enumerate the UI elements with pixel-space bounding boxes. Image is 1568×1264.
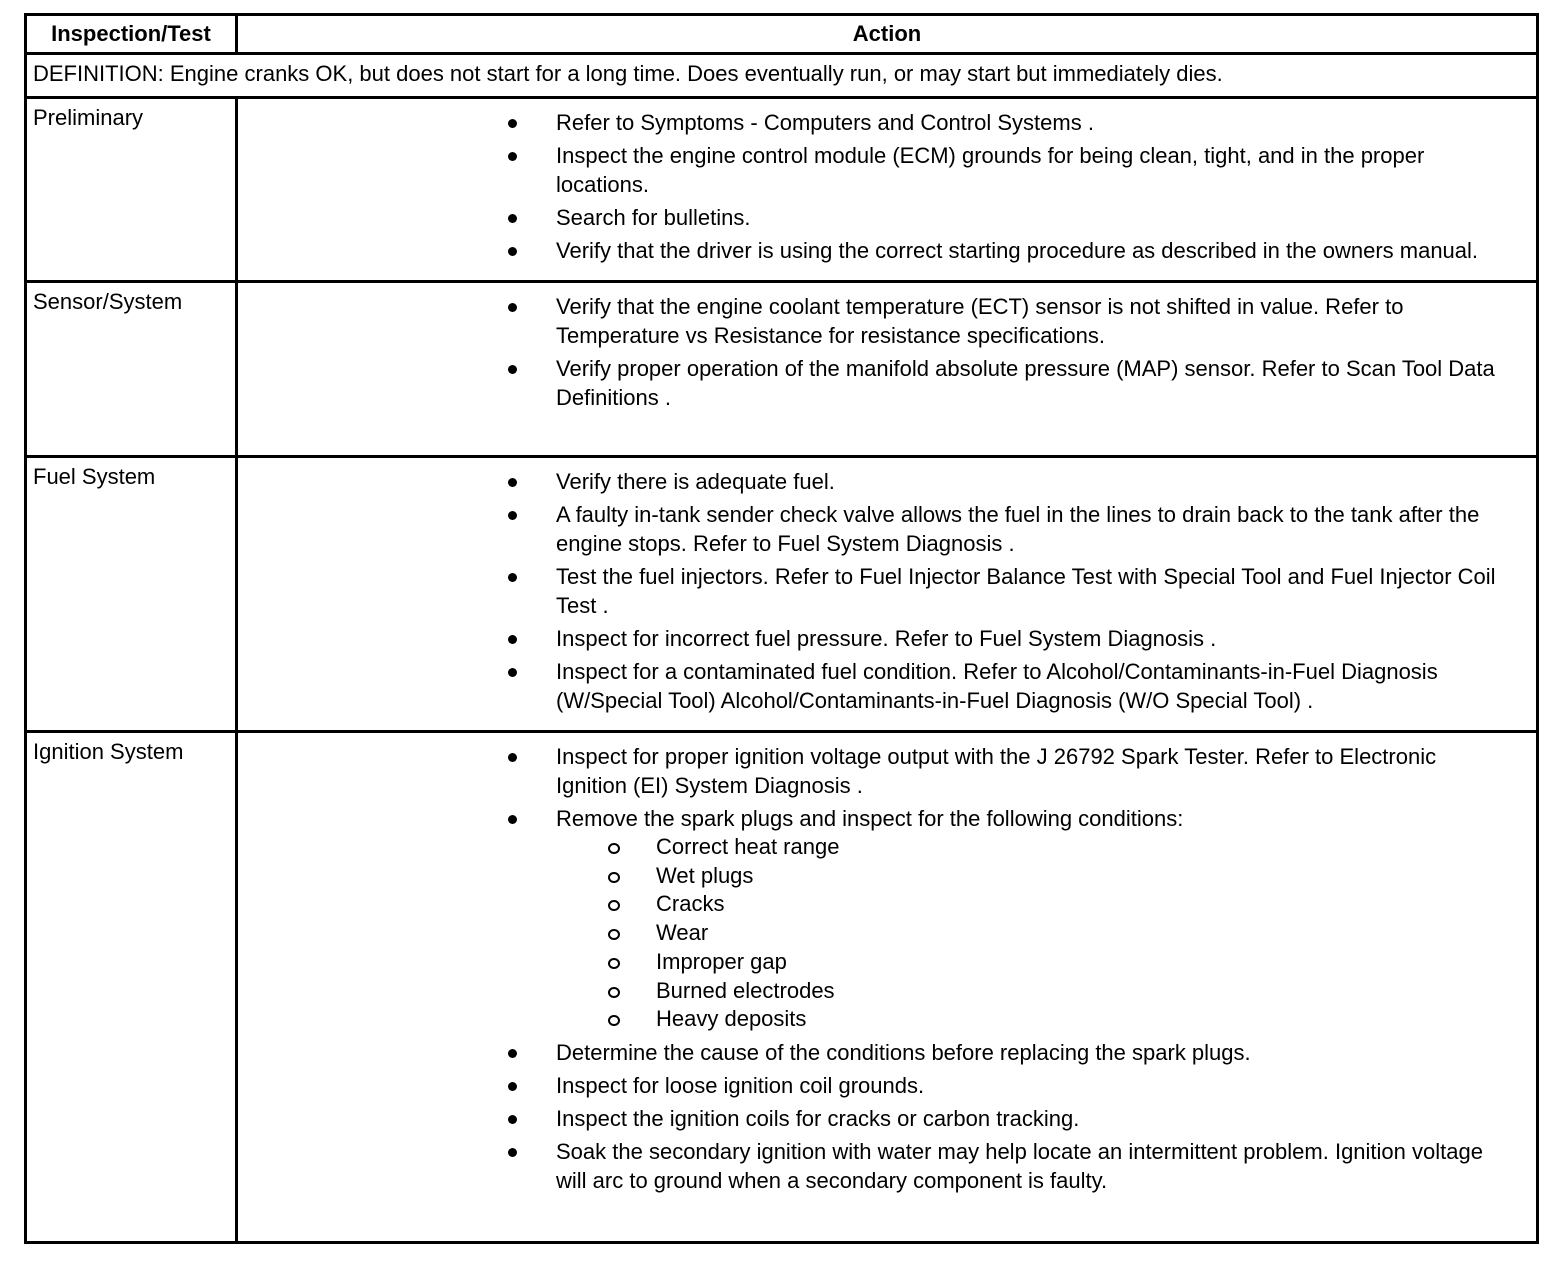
table-row <box>26 457 1538 732</box>
sub-list-item: Wear <box>238 919 1506 948</box>
list-item: Inspect for a contaminated fuel condition. Refer to Alcohol/Contaminants-in-Fuel Diagnosis (W/Special Tool) Alcohol/Contaminants-in-Fuel Diagnosis (W/O Special Tool) . <box>238 657 1506 715</box>
header-action: Action <box>237 15 1538 54</box>
action-cell <box>237 732 1538 1243</box>
table-row <box>26 732 1538 1243</box>
list-item: Inspect for loose ignition coil grounds. <box>238 1071 1506 1100</box>
list-item: Inspect for proper ignition voltage output with the J 26792 Spark Tester. Refer to Electronic Ignition (EI) System Diagnosis . <box>238 742 1506 800</box>
list-item: Verify there is adequate fuel. <box>238 467 1506 496</box>
row-label: Ignition System <box>26 732 237 1243</box>
list-item: A faulty in-tank sender check valve allows the fuel in the lines to drain back to the tank after the engine stops. Refer to Fuel System Diagnosis . <box>238 500 1506 558</box>
table-row <box>26 98 1538 282</box>
list-item: Test the fuel injectors. Refer to Fuel Injector Balance Test with Special Tool and Fuel Injector Coil Test . <box>238 562 1506 620</box>
sub-list-item: Cracks <box>238 890 1506 919</box>
list-item: Verify proper operation of the manifold absolute pressure (MAP) sensor. Refer to Scan Tool Data Definitions . <box>238 354 1506 412</box>
list-item: Refer to Symptoms - Computers and Control Systems . <box>238 108 1506 137</box>
row-label: Preliminary <box>26 98 237 282</box>
list-item: Inspect the ignition coils for cracks or carbon tracking. <box>238 1104 1506 1133</box>
sub-list-item: Heavy deposits <box>238 1005 1506 1034</box>
action-cell <box>237 98 1538 282</box>
definition-text: DEFINITION: Engine cranks OK, but does not start for a long time. Does eventually run, or may start but immediately dies. <box>26 54 1538 98</box>
sub-list-item: Correct heat range <box>238 833 1506 862</box>
definition-row <box>26 54 1538 98</box>
action-cell <box>237 282 1538 457</box>
header-row <box>26 15 1538 54</box>
header-inspection-test: Inspection/Test <box>26 15 237 54</box>
list-item: Inspect the engine control module (ECM) grounds for being clean, tight, and in the proper locations. <box>238 141 1506 199</box>
sub-list <box>238 833 1506 1034</box>
list-item: Search for bulletins. <box>238 203 1506 232</box>
diagnostic-table <box>24 13 1539 1244</box>
sub-list-item: Burned electrodes <box>238 977 1506 1006</box>
list-item: Verify that the driver is using the correct starting procedure as described in the owners manual. <box>238 236 1506 265</box>
list-item: Determine the cause of the conditions before replacing the spark plugs. <box>238 1038 1506 1067</box>
list-item-text: Remove the spark plugs and inspect for the following conditions: <box>556 806 1184 831</box>
row-label: Fuel System <box>26 457 237 732</box>
sub-list-item: Wet plugs <box>238 862 1506 891</box>
list-item: Inspect for incorrect fuel pressure. Refer to Fuel System Diagnosis . <box>238 624 1506 653</box>
list-item <box>238 804 1506 1034</box>
action-cell <box>237 457 1538 732</box>
list-item: Soak the secondary ignition with water may help locate an intermittent problem. Ignition voltage will arc to ground when a secondary component is faulty. <box>238 1137 1506 1195</box>
list-item: Verify that the engine coolant temperature (ECT) sensor is not shifted in value. Refer to Temperature vs Resistance for resistance specifications. <box>238 292 1506 350</box>
sub-list-item: Improper gap <box>238 948 1506 977</box>
row-label: Sensor/System <box>26 282 237 457</box>
table-row <box>26 282 1538 457</box>
